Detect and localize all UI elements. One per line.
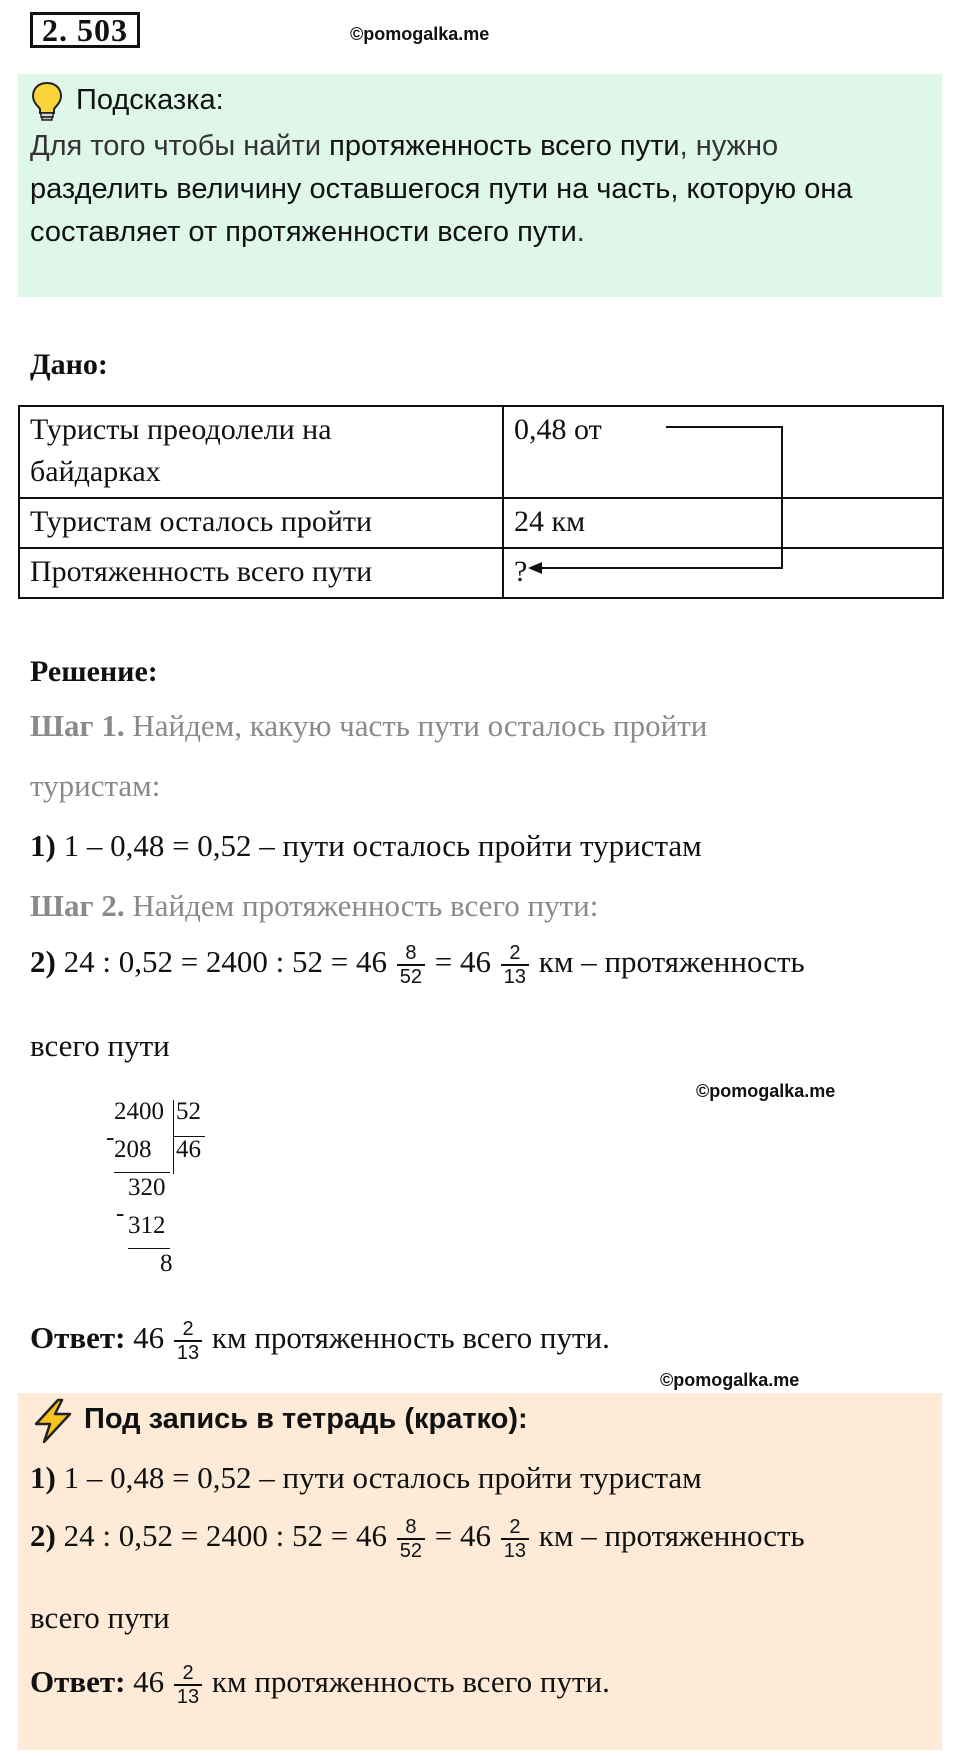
hint-title: Подсказка: <box>76 84 224 116</box>
hint-text: Для того чтобы найти <box>30 130 330 162</box>
equation-text: = 46 <box>427 1518 492 1554</box>
answer-text: км протяженность всего пути. <box>204 1664 610 1700</box>
equation-text: 24 : 0,52 = 2400 : 52 = 46 <box>55 1518 388 1554</box>
table-cell <box>19 498 503 548</box>
answer <box>30 1318 610 1364</box>
division-line <box>114 1172 170 1173</box>
divisor: 52 <box>176 1098 201 1125</box>
fraction-numerator: 2 <box>174 1662 202 1686</box>
given-label: Туристам осталось пройти <box>30 505 373 538</box>
partial-remainder: 320 <box>128 1174 166 1201</box>
fraction-denominator: 13 <box>503 966 527 988</box>
step-1 <box>30 708 707 744</box>
table-row <box>19 548 943 598</box>
hint-line-1 <box>30 130 778 163</box>
answer-label: Ответ: <box>30 1320 126 1356</box>
remainder: 8 <box>160 1250 173 1277</box>
solution-heading: Решение: <box>30 655 158 688</box>
equation-text: км – протяженность <box>531 944 805 980</box>
summary-equation-2 <box>30 1516 805 1562</box>
fraction-numerator: 2 <box>174 1318 202 1342</box>
given-value: 24 км <box>514 505 586 538</box>
long-division <box>100 1098 220 1288</box>
problem-number: 2. 503 <box>30 12 140 48</box>
equation-1 <box>30 828 702 864</box>
fraction <box>174 1318 202 1364</box>
fraction-denominator: 52 <box>399 966 423 988</box>
fraction-numerator: 2 <box>501 1516 529 1540</box>
table-cell <box>19 406 503 498</box>
watermark: ©pomogalka.me <box>696 1081 836 1101</box>
table-cell <box>19 548 503 598</box>
fraction-numerator: 8 <box>397 1516 425 1540</box>
lightbulb-icon <box>30 80 64 122</box>
fraction <box>501 942 529 988</box>
fraction-numerator: 2 <box>501 942 529 966</box>
equation-2-cont: всего пути <box>30 1028 170 1063</box>
subtrahend: 208 <box>114 1136 152 1163</box>
fraction <box>397 1516 425 1562</box>
answer-label: Ответ: <box>30 1664 126 1700</box>
subtrahend: 312 <box>128 1212 166 1239</box>
summary-equation-1 <box>30 1460 702 1496</box>
equation-label: 1) <box>30 1460 56 1495</box>
watermark: ©pomogalka.me <box>660 1370 800 1390</box>
equation-text: км – протяженность <box>531 1518 805 1554</box>
equation-text: 1 – 0,48 = 0,52 – пути осталось пройти туристам <box>55 828 702 863</box>
given-heading: Дано: <box>30 348 108 381</box>
answer-text: км протяженность всего пути. <box>204 1320 610 1356</box>
division-bar <box>173 1100 174 1174</box>
fraction-denominator: 13 <box>176 1342 200 1364</box>
fraction <box>397 942 425 988</box>
equation-text: 24 : 0,52 = 2400 : 52 = 46 <box>55 944 388 980</box>
step-2 <box>30 888 598 924</box>
step-text: Найдем протяженность всего пути: <box>124 888 599 923</box>
fraction-denominator: 52 <box>399 1540 423 1562</box>
fraction <box>501 1516 529 1562</box>
equation-label: 2) <box>30 1518 56 1554</box>
equation-text: 1 – 0,48 = 0,52 – пути осталось пройти туристам <box>55 1460 702 1495</box>
fraction-numerator: 8 <box>397 942 425 966</box>
minus-sign: - <box>116 1200 125 1227</box>
equation-label: 2) <box>30 944 56 980</box>
fraction-denominator: 13 <box>176 1686 200 1708</box>
given-label: байдарках <box>30 455 161 488</box>
step-text: Найдем, какую часть пути осталось пройти <box>124 708 708 743</box>
given-value: ? <box>514 555 528 588</box>
table-row <box>19 406 943 498</box>
hint-line-2: разделить величину оставшегося пути на часть, которую она <box>30 173 853 205</box>
step-label: Шаг 2. <box>30 888 125 923</box>
summary-answer <box>30 1662 610 1708</box>
quotient: 46 <box>176 1136 201 1163</box>
answer-text: 46 <box>125 1664 165 1700</box>
hint-emphasis: составляет от протяженности всего пути <box>30 216 577 248</box>
equation-label: 1) <box>30 828 56 863</box>
table-row <box>19 498 943 548</box>
dividend: 2400 <box>114 1098 164 1125</box>
hint-line-3 <box>30 216 585 249</box>
answer-text: 46 <box>125 1320 165 1356</box>
step-1-cont: туристам: <box>30 768 161 803</box>
equation-text: = 46 <box>427 944 492 980</box>
lightning-icon <box>30 1398 76 1444</box>
hint-emphasis: протяженность всего пути <box>329 130 680 162</box>
arrow-connector-icon <box>520 415 800 585</box>
given-label: Туристы преодолели на <box>30 413 332 446</box>
fraction-denominator: 13 <box>503 1540 527 1562</box>
minus-sign: - <box>106 1124 115 1151</box>
watermark: ©pomogalka.me <box>350 24 490 44</box>
fraction <box>174 1662 202 1708</box>
summary-equation-2-cont: всего пути <box>30 1600 170 1635</box>
hint-text: . <box>576 216 585 248</box>
step-label: Шаг 1. <box>30 708 125 743</box>
given-value: 0,48 от <box>514 413 602 446</box>
hint-text: , нужно <box>679 130 779 162</box>
given-table <box>18 405 944 599</box>
given-label: Протяженность всего пути <box>30 555 373 588</box>
equation-2 <box>30 942 805 988</box>
summary-title: Под запись в тетрадь (кратко): <box>84 1403 528 1435</box>
division-line <box>128 1248 170 1249</box>
